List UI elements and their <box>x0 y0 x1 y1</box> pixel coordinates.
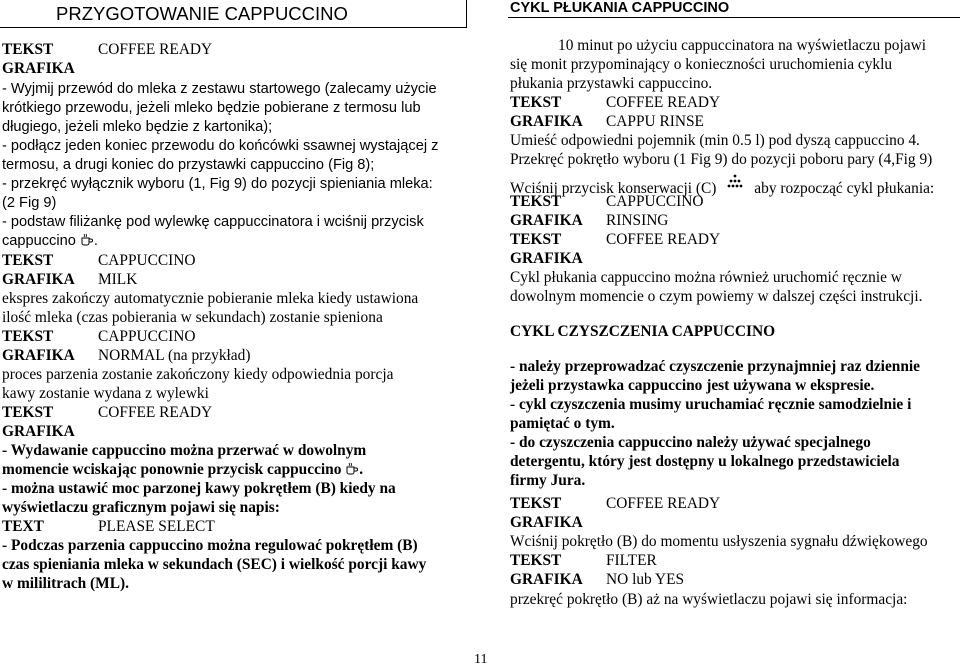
paragraph-text: aby rozpocząć cykl płukania: <box>754 180 935 197</box>
cappuccino-button-icon <box>80 233 94 253</box>
label-grafika: GRAFIKA <box>2 271 75 288</box>
paragraph-text: cappuccino <box>2 233 76 249</box>
bold-note-line: - cykl czyszczenia musimy uruchamiać ręcznie samodzielnie i <box>510 396 912 413</box>
paragraph-line: ekspres zakończy automatycznie pobieranie mleka kiedy ustawiona <box>2 290 419 307</box>
paragraph-line: - Wyjmij przewód do mleka z zestawu startowego (zalecamy użycie <box>2 81 437 97</box>
display-text-value: COFFEE READY <box>98 41 213 58</box>
label-tekst: TEKST <box>2 41 54 58</box>
display-graphic-value: MILK <box>98 271 138 288</box>
bold-note-line: wyświetlaczu graficznym pojawi się napis: <box>2 499 280 516</box>
label-tekst: TEKST <box>510 495 562 512</box>
display-graphic-value: NO lub YES <box>606 571 685 588</box>
right-heading: CYKL PŁUKANIA CAPPUCCINO <box>510 0 730 16</box>
paragraph-line: termosu, a drugi koniec do przystawki cappuccino (Fig 8); <box>2 157 375 173</box>
label-grafika: GRAFIKA <box>510 514 583 531</box>
paragraph-line: - podłącz jeden koniec przewodu do końcówki ssawnej wystającej z <box>2 138 439 154</box>
label-grafika: GRAFIKA <box>510 250 583 267</box>
label-grafika: GRAFIKA <box>510 571 583 588</box>
display-text-value: PLEASE SELECT <box>98 518 215 535</box>
paragraph-line: dowolnym momencie o czym powiemy w dalszej części instrukcji. <box>510 288 923 305</box>
display-text-value: CAPPUCCINO <box>98 328 196 345</box>
bold-note-line: - do czyszczenia cappuccino należy używać specjalnego <box>510 434 871 451</box>
bold-note-line: pamiętać o tym. <box>510 415 615 432</box>
paragraph-line: (2 Fig 9) <box>2 195 57 211</box>
paragraph-line: Cykl płukania cappuccino można również uruchomić ręcznie w <box>510 269 902 286</box>
right-heading-box <box>508 0 960 18</box>
paragraph-line: ilość mleka (czas pobierania w sekundach) zostanie spieniona <box>2 309 383 326</box>
bold-note-line: - należy przeprowadzać czyszczenie przynajmniej raz dziennie <box>510 358 921 375</box>
paragraph-line: Umieść odpowiedni pojemnik (min 0.5 l) pod dyszą cappuccino 4. <box>510 132 920 149</box>
paragraph-line: - przekręć wyłącznik wyboru (1, Fig 9) do pozycji spieniania mleka: <box>2 176 433 192</box>
label-grafika: GRAFIKA <box>510 212 583 229</box>
display-text-value: COFFEE READY <box>606 94 721 111</box>
paragraph-line: się monit przypominający o konieczności uruchomienia cyklu <box>510 56 893 73</box>
paragraph-line: długiego, jeżeli mleko będzie z kartonika); <box>2 119 273 135</box>
paragraph-text: Wciśnij przycisk konserwacji (C) <box>510 180 717 197</box>
paragraph-line <box>2 232 98 253</box>
label-tekst: TEKST <box>2 252 54 269</box>
page-number: 11 <box>474 652 488 667</box>
display-text-value: CAPPUCCINO <box>98 252 196 269</box>
paragraph-line: przekręć pokrętło (B) aż na wyświetlaczu pojawi się informacja: <box>510 591 908 608</box>
bold-note-line: czas spieniania mleka w sekundach (SEC) i wielkość porcji kawy <box>2 556 427 573</box>
paragraph-text: . <box>93 233 98 249</box>
label-grafika: GRAFIKA <box>2 60 75 77</box>
paragraph-line: Wciśnij pokrętło (B) do momentu usłyszenia sygnału dźwiękowego <box>510 533 928 550</box>
label-text: TEXT <box>2 518 44 535</box>
label-grafika: GRAFIKA <box>2 423 75 440</box>
label-tekst: TEKST <box>2 328 54 345</box>
label-tekst: TEKST <box>2 404 54 421</box>
bold-note-line: - Podczas parzenia cappuccino można regulować pokrętłem (B) <box>2 537 418 554</box>
label-grafika: GRAFIKA <box>510 113 583 130</box>
label-grafika: GRAFIKA <box>2 347 75 364</box>
paragraph-line: Przekręć pokrętło wyboru (1 Fig 9) do pozycji poboru pary (4,Fig 9) <box>510 151 933 168</box>
left-heading-box <box>0 0 467 28</box>
bold-note-text: momencie wciskając ponownie przycisk cappuccino <box>2 461 342 478</box>
display-graphic-value: NORMAL (na przykład) <box>98 347 251 364</box>
display-text-value: FILTER <box>606 552 657 569</box>
section-heading: CYKL CZYSZCZENIA CAPPUCCINO <box>510 323 776 340</box>
bold-note-line: detergentu, który jest dostępny u lokalnego przedstawiciela <box>510 453 900 470</box>
paragraph-line: kawy zostanie wydana z wylewki <box>2 385 209 402</box>
label-tekst: TEKST <box>510 193 562 210</box>
display-text-value: COFFEE READY <box>606 231 721 248</box>
paragraph-line: 10 minut po użyciu cappuccinatora na wyświetlaczu pojawi <box>558 37 926 54</box>
paragraph-line: krótkiego przewodu, jeżeli mleko będzie pobierane z termosu lub <box>2 100 421 116</box>
bold-note-line: - można ustawić moc parzonej kawy pokrętłem (B) kiedy na <box>2 480 396 497</box>
bold-note-line: firmy Jura. <box>510 472 586 489</box>
maintenance-icon <box>726 173 744 194</box>
paragraph-line: - podstaw filiżankę pod wylewkę cappuccinatora i wciśnij przycisk <box>2 214 424 230</box>
display-graphic-value: RINSING <box>606 212 669 229</box>
display-text-value: COFFEE READY <box>606 495 721 512</box>
label-tekst: TEKST <box>510 552 562 569</box>
label-tekst: TEKST <box>510 231 562 248</box>
display-text-value: CAPPUCCINO <box>606 193 704 210</box>
bold-note-line: - Wydawanie cappuccino można przerwać w dowolnym <box>2 442 367 459</box>
bold-note-line <box>2 460 363 481</box>
bold-note-line: w mililitrach (ML). <box>2 575 129 592</box>
display-text-value: COFFEE READY <box>98 404 213 421</box>
left-heading: PRZYGOTOWANIE CAPPUCCINO <box>56 3 348 24</box>
bold-note-text: . <box>359 461 364 478</box>
label-tekst: TEKST <box>510 94 562 111</box>
display-graphic-value: CAPPU RINSE <box>606 113 704 130</box>
paragraph-line: proces parzenia zostanie zakończony kiedy odpowiednia porcja <box>2 366 394 383</box>
paragraph-line: płukania przystawki cappuccino. <box>510 75 713 92</box>
bold-note-line: jeżeli przystawka cappuccino jest używana w ekspresie. <box>510 377 875 394</box>
